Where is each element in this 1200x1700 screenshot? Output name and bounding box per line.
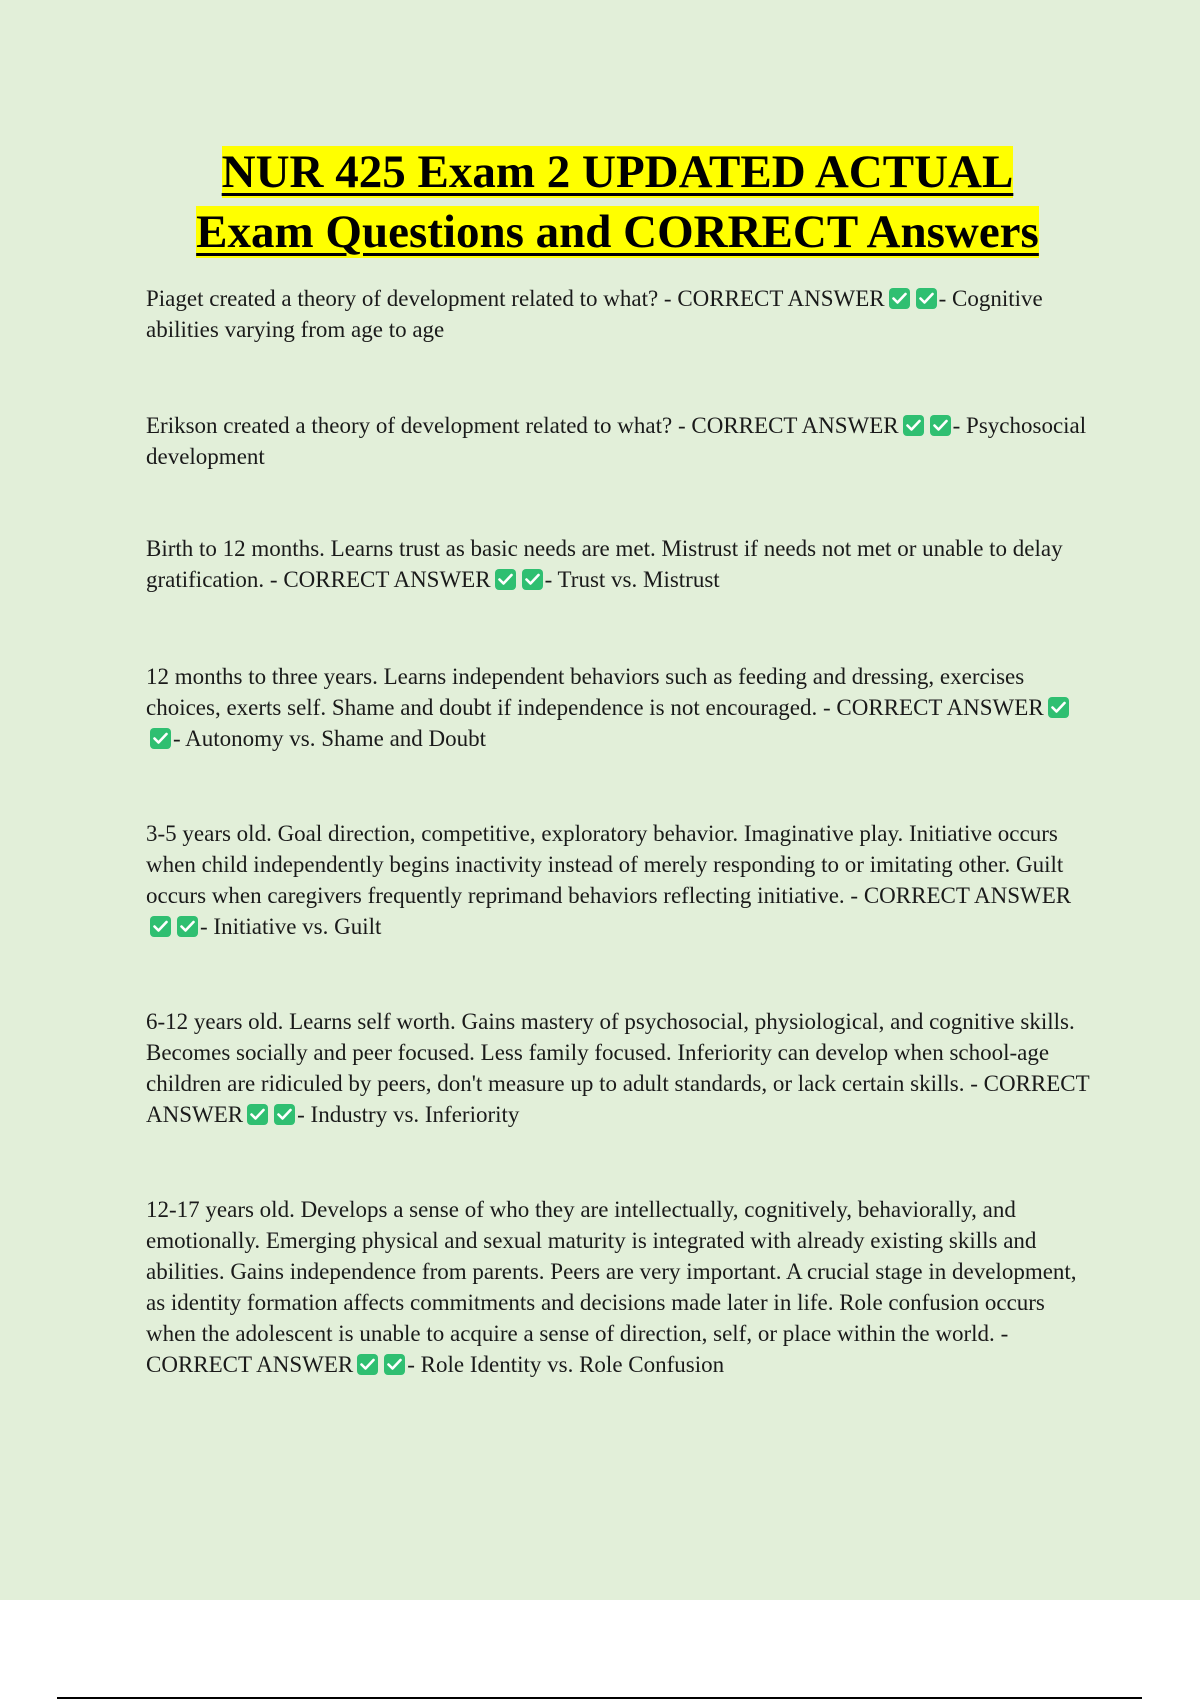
answer-marker: - CORRECT ANSWER (146, 1321, 1009, 1377)
check-icon (522, 569, 543, 590)
check-icon (384, 1354, 405, 1375)
answer-marker: - CORRECT ANSWER (146, 1071, 1090, 1127)
answer-text: - Trust vs. Mistrust (544, 567, 720, 592)
question-text: 12-17 years old. Develops a sense of who they are intellectually, cognitively, behaviorally, and emotionally. Emerging physical and sexual maturity is integrated with already existing skills and abilities. Gains independence from parents. Peers are very important. A crucial stage in development, as identity formation affects commitments and decisions made later in life. Role confusion occurs when the adolescent is unable to acquire a sense of direction, self, or place within the world. (146, 1197, 1077, 1346)
qa-item-2 (146, 410, 1096, 472)
check-icon (930, 415, 951, 436)
qa-item-4 (146, 661, 1096, 754)
answer-text: - Autonomy vs. Shame and Doubt (173, 726, 487, 751)
qa-item-7 (146, 1194, 1096, 1380)
title-line-2: Exam Questions and CORRECT Answers (196, 206, 1039, 258)
question-text: 3-5 years old. Goal direction, competitive, exploratory behavior. Imaginative play. Initiative occurs when child independently begins inactivity instead of merely responding to or imitating other. Guilt occurs when caregivers frequently reprimand behaviors reflecting initiative. (146, 821, 1064, 908)
check-icon (150, 916, 171, 937)
answer-marker: - CORRECT ANSWER (823, 695, 1044, 720)
question-text: 12 months to three years. Learns independent behaviors such as feeding and dressing, exercises choices, exerts self. Shame and doubt if independence is not encouraged. (146, 664, 1025, 720)
answer-marker: - CORRECT ANSWER (677, 413, 899, 438)
check-icon (177, 916, 198, 937)
document-title (0, 142, 1200, 262)
check-icon (495, 569, 516, 590)
check-icon (889, 288, 910, 309)
question-text: Piaget created a theory of development related to what? (146, 286, 659, 311)
answer-text: - Role Identity vs. Role Confusion (407, 1352, 725, 1377)
question-text: Erikson created a theory of development related to what? (146, 413, 673, 438)
check-icon (903, 415, 924, 436)
check-icon (150, 728, 171, 749)
qa-item-1 (146, 283, 1096, 345)
question-text: 6-12 years old. Learns self worth. Gains mastery of psychosocial, physiological, and cognitive skills. Becomes socially and peer focused. Less family focused. Inferiority can develop when school-age children are ridiculed by peers, don't measure up to adult standards, or lack certain skills. (146, 1009, 1075, 1096)
answer-marker: - CORRECT ANSWER (663, 286, 885, 311)
check-icon (274, 1104, 295, 1125)
check-icon (916, 288, 937, 309)
answer-marker: - CORRECT ANSWER (850, 883, 1072, 908)
answer-text: - Initiative vs. Guilt (200, 914, 382, 939)
answer-text: - Cognitive abilities varying from age to age (146, 286, 1043, 342)
answer-text: - Industry vs. Inferiority (297, 1102, 520, 1127)
question-text: Birth to 12 months. Learns trust as basic needs are met. Mistrust if needs not met or unable to delay gratification. (146, 536, 1063, 592)
title-line-1: NUR 425 Exam 2 UPDATED ACTUAL (221, 146, 1014, 198)
qa-item-5 (146, 818, 1096, 942)
qa-item-3 (146, 533, 1096, 595)
check-icon (1048, 697, 1069, 718)
page-divider (57, 1697, 1142, 1699)
qa-item-6 (146, 1006, 1096, 1130)
check-icon (357, 1354, 378, 1375)
answer-marker: - CORRECT ANSWER (269, 567, 491, 592)
answer-text: - Psychosocial development (146, 413, 1087, 469)
check-icon (247, 1104, 268, 1125)
